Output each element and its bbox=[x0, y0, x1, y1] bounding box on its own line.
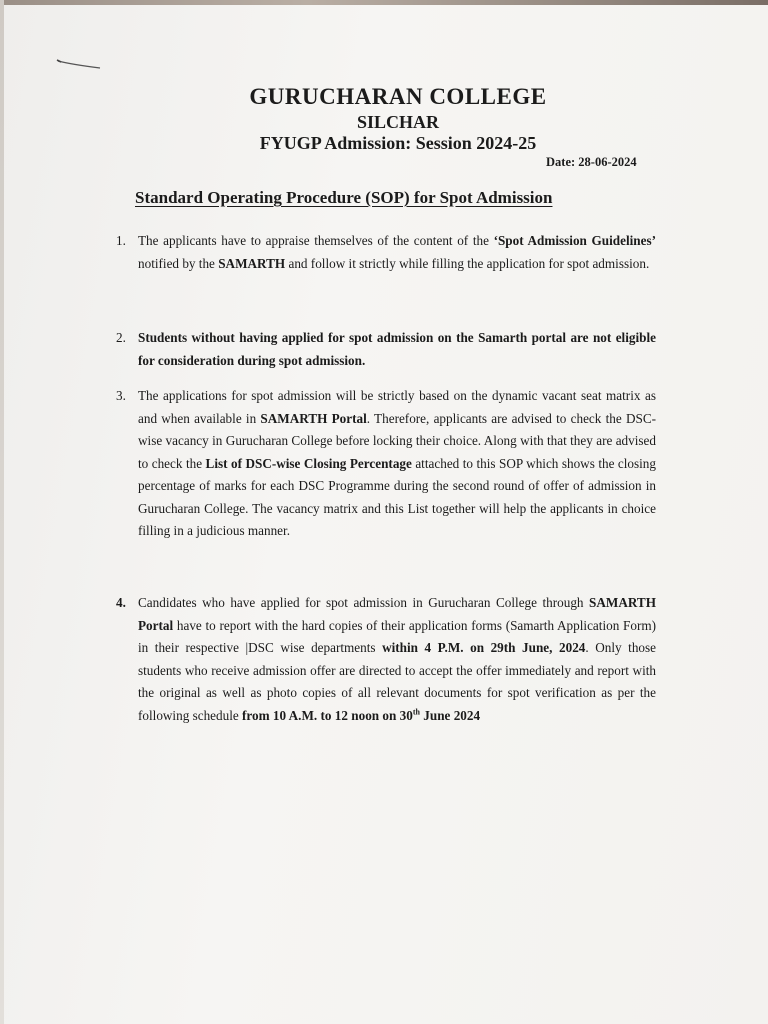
bold-text: from 10 A.M. to 12 noon on 30 bbox=[242, 707, 413, 723]
item-number: 2. bbox=[116, 330, 126, 345]
bold-text bbox=[413, 708, 420, 723]
list-item bbox=[116, 230, 656, 275]
plain-text: attached to this SOP which shows the closing percentage of marks for each DSC Programme during the second round of offer of admission in Gurucharan College. The vacancy matrix and this List together will help the applicants in choice filling in a judicious manner. bbox=[138, 455, 656, 538]
admission-session: FYUGP Admission: Session 2024-25 bbox=[259, 133, 537, 153]
college-city: SILCHAR bbox=[356, 112, 440, 132]
bold-text: SAMARTH Portal bbox=[138, 595, 656, 633]
item-text bbox=[138, 592, 656, 727]
bold-text: SAMARTH bbox=[218, 255, 286, 271]
item-text bbox=[138, 327, 656, 372]
plain-text: and follow it strictly while filling the application for spot admission. bbox=[285, 255, 650, 271]
bold-text: List of DSC-wise Closing Percentage bbox=[205, 455, 412, 471]
plain-text: Candidates who have applied for spot admission in Gurucharan College through bbox=[138, 595, 590, 610]
pen-stroke-mark bbox=[56, 58, 102, 70]
bold-text: SAMARTH Portal bbox=[260, 410, 367, 426]
plain-text: . Only those students who receive admission offer are directed to accept the offer immediately and report with the original as well as photo copies of all relevant documents for spot verification as per the following schedule bbox=[138, 640, 656, 723]
plain-text: . Therefore, applicants are advised to check the DSC-wise vacancy in Gurucharan College before locking their choice. Along with that they are advised to check the bbox=[138, 410, 657, 471]
plain-text: The applicants have to appraise themselves of the content of the bbox=[138, 233, 494, 248]
bold-text: Students without having applied for spot admission on the Samarth portal are not eligible for consideration during spot admission. bbox=[138, 330, 656, 368]
item-text bbox=[138, 230, 656, 275]
item-number: 4. bbox=[116, 595, 126, 610]
list-item bbox=[116, 327, 656, 372]
bold-text: ‘Spot Admission Guidelines’ bbox=[493, 233, 656, 248]
paper-top-edge bbox=[0, 0, 768, 5]
plain-text: have to report with the hard copies of their application forms (Samarth Application Form) in their respective |DSC wise departments bbox=[138, 617, 656, 655]
superscript-text: th bbox=[412, 707, 420, 717]
bold-text: within 4 P.M. on 29th June, 2024 bbox=[382, 640, 586, 655]
item-number: 1. bbox=[116, 233, 126, 248]
bold-text: June 2024 bbox=[419, 707, 481, 723]
item-text bbox=[138, 385, 656, 543]
item-number: 3. bbox=[116, 388, 126, 403]
college-name: GURUCHARAN COLLEGE bbox=[249, 84, 547, 109]
plain-text: The applications for spot admission will be strictly based on the dynamic vacant seat matrix as and when available in bbox=[138, 388, 656, 426]
list-item bbox=[116, 592, 656, 727]
document-date: Date: 28-06-2024 bbox=[546, 155, 637, 169]
sop-title: Standard Operating Procedure (SOP) for Spot Admission bbox=[135, 188, 553, 207]
plain-text: notified by the bbox=[138, 255, 219, 271]
list-item bbox=[116, 385, 656, 543]
